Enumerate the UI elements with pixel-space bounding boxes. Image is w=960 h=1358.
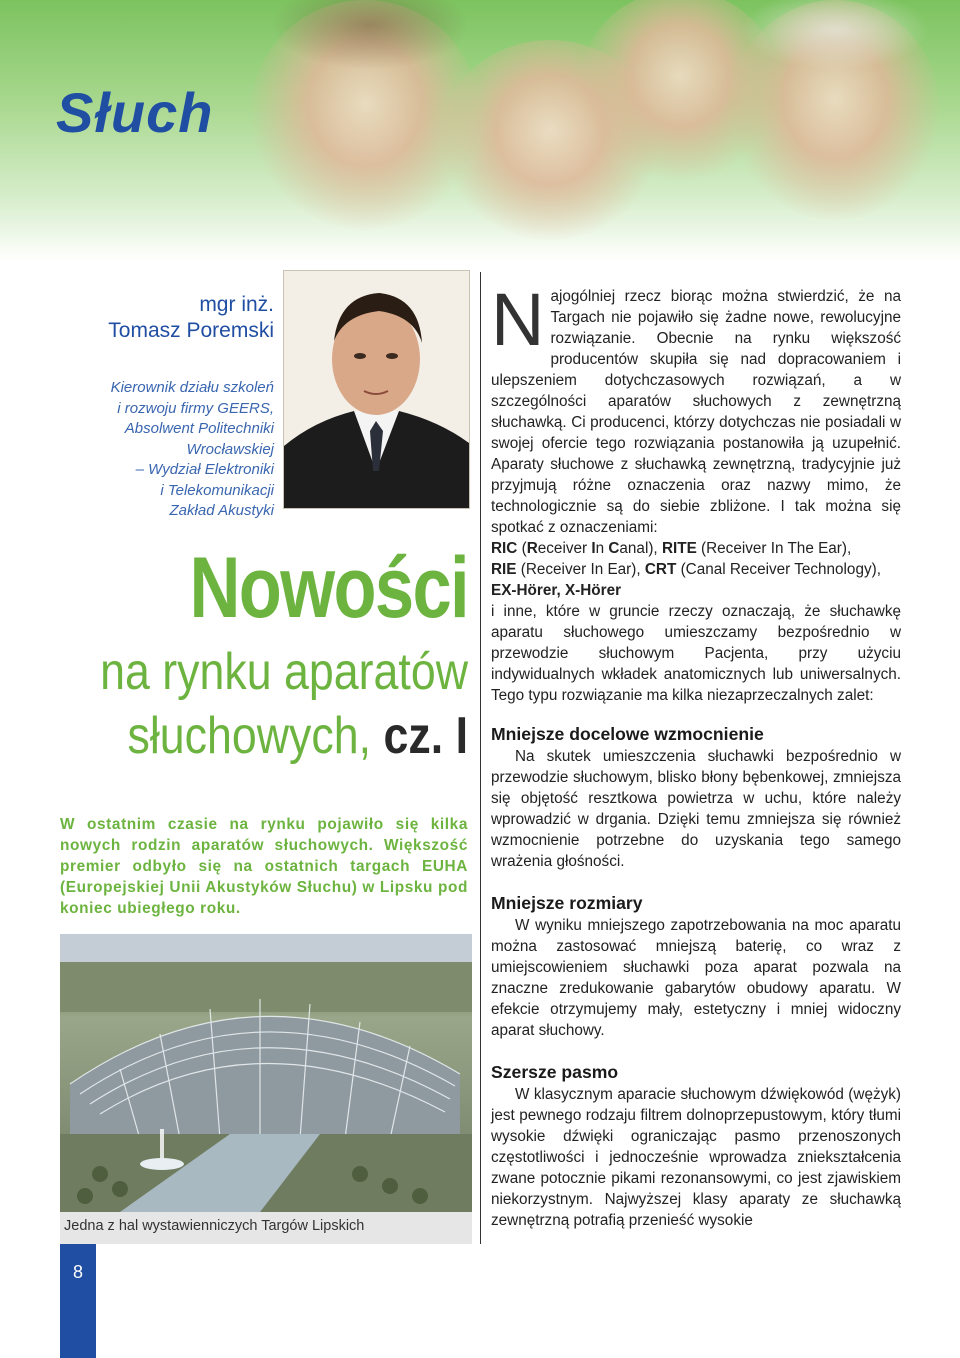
code-list [491, 538, 901, 601]
intro-paragraph [491, 278, 901, 538]
code-ric-word: anal), [619, 540, 658, 557]
author-desc-line: – Wydział Elektroniki [135, 461, 274, 478]
author-desc-line: Zakład Akustyki [169, 502, 274, 519]
section-heading: Szersze pasmo [491, 1062, 619, 1082]
code-ric-word: n [595, 540, 609, 557]
code-ric-letter: C [608, 540, 620, 557]
author-portrait [284, 271, 469, 508]
hall-photo [60, 934, 472, 1212]
headline-subtitle-1: na rynku aparatów [100, 643, 469, 701]
photo-caption: Jedna z hal wystawienniczych Targów Lipskich [64, 1218, 365, 1234]
code-rie-expl: (Receiver In Ear), [520, 561, 641, 578]
section-heading: Mniejsze rozmiary [491, 893, 643, 913]
code-rie: RIE [491, 561, 517, 578]
code-ric-letter: R [526, 540, 538, 557]
author-photo [283, 270, 470, 509]
page-number: 8 [72, 1262, 83, 1282]
author-description [60, 378, 274, 522]
code-rite-expl: (Receiver In The Ear), [701, 540, 852, 557]
article-body [491, 278, 901, 1231]
intro-text: ajogólniej rzecz biorąc można stwierdzić, że na Targach nie pojawiło się żadne nowe, rewolucyjne rozwiązanie. Obecnie na rynku większość producentów skupiła się nad dopracowaniem i ulepszeniem dotychczasowych rozwiązań, a w szczególności aparatów słuchowych z zewnętrzną słuchawką. Ci producenci, którzy dotychczas nie posiadali w swojej ofercie tego rozwiązania postanowiła ją uzupełnić. Aparaty słuchowe z słuchawką zewnętrzną, tradycyjnie już przyjmują różne oznaczenia oraz nazwy mimo, że technologicznie są do siebie zbliżone. I tak można się spotkać z oznaczeniami: [491, 288, 901, 536]
code-ric-paren: ( [521, 540, 527, 557]
author-desc-line: i Telekomunikacji [160, 481, 274, 499]
code-ric-word: eceiver [537, 540, 592, 557]
code-rite: RITE [661, 540, 697, 557]
author-name [60, 292, 274, 344]
code-exh: EX-Hörer, X-Hörer [491, 582, 622, 599]
column-divider [480, 272, 481, 1244]
code-crt-expl: (Canal Receiver Technology), [680, 561, 881, 578]
headline-subtitle-main: słuchowych, [127, 707, 372, 765]
author-desc-line: Wrocławskiej [186, 440, 274, 458]
section-text: Na skutek umieszczenia słuchawki bezpośrednio w przewodzie słuchowym, blisko błony bębenkowej, zmniejsza się objętość resztkowa powietrza w uchu, które należy wprowadzić w drgania. Dzięki temu zmniejsza się również wzmocnienie potrzebne do uzyskania tego samego wrażenia głośności. [491, 748, 901, 870]
drop-cap: N [491, 278, 545, 361]
exhibition-hall-image [60, 934, 472, 1212]
article-lead: W ostatnim czasie na rynku pojawiło się kilka nowych rodzin aparatów słuchowych. Większość premier odbyło się na ostatnich targach EUHA (Europejskiej Unii Akustyków Słuchu) w Lipsku pod koniec ubiegłego roku. [60, 816, 468, 917]
code-ric: RIC [491, 540, 518, 557]
section-title: Słuch [56, 81, 214, 144]
author-desc-line: Absolwent Politechniki [124, 420, 274, 437]
after-codes-paragraph: i inne, które w gruncie rzeczy oznaczają, że słuchawkę aparatu słuchowego umieszczamy bezpośrednio w przewodzie słuchowym Pacjenta, przy użyciu indywidualnych wkładek anatomicznych lub uniwersalnych. Tego typu rozwiązanie ma kilka niezaprzeczalnych zalet: [491, 603, 901, 704]
author-desc-line: i rozwoju firmy GEERS, [117, 399, 274, 417]
author-desc-line: Kierownik działu szkoleń [110, 379, 274, 396]
headline-part-number: cz. I [383, 707, 468, 765]
author-fullname: Tomasz Poremski [108, 319, 274, 342]
code-ric-letter: I [591, 540, 596, 557]
author-title: mgr inż. [199, 293, 274, 316]
headline-subtitle-2 [83, 704, 468, 768]
section-heading: Mniejsze docelowe wzmocnienie [491, 724, 764, 744]
section-text: W klasycznym aparacie słuchowym dźwiękowód (wężyk) jest pewnego rodzaju filtrem dolnoprzepustowym, który tłumi wysokie dźwięki ograniczając pasmo przenoszonych częstotliwości i jednocześnie wprowadza zniekształcenia zwane potocznie pikami rezonansowymi, co jest zjawiskiem niekorzystnym. Najwyższej klasy aparaty ze słuchawką zewnętrzną potrafią przenieść wysokie [491, 1086, 901, 1229]
section-text: W wyniku mniejszego zapotrzebowania na moc aparatu można zastosować mniejszą baterię, co wraz z umiejscowieniem słuchawki poza aparat pozwala na znaczne zredukowanie gabarytów obudowy aparatu. W efekcie otrzymujemy mały, estetyczny i mniej widoczny aparat słuchowy. [491, 917, 901, 1039]
headline-title: Nowości [189, 540, 468, 636]
code-crt: CRT [644, 561, 677, 578]
